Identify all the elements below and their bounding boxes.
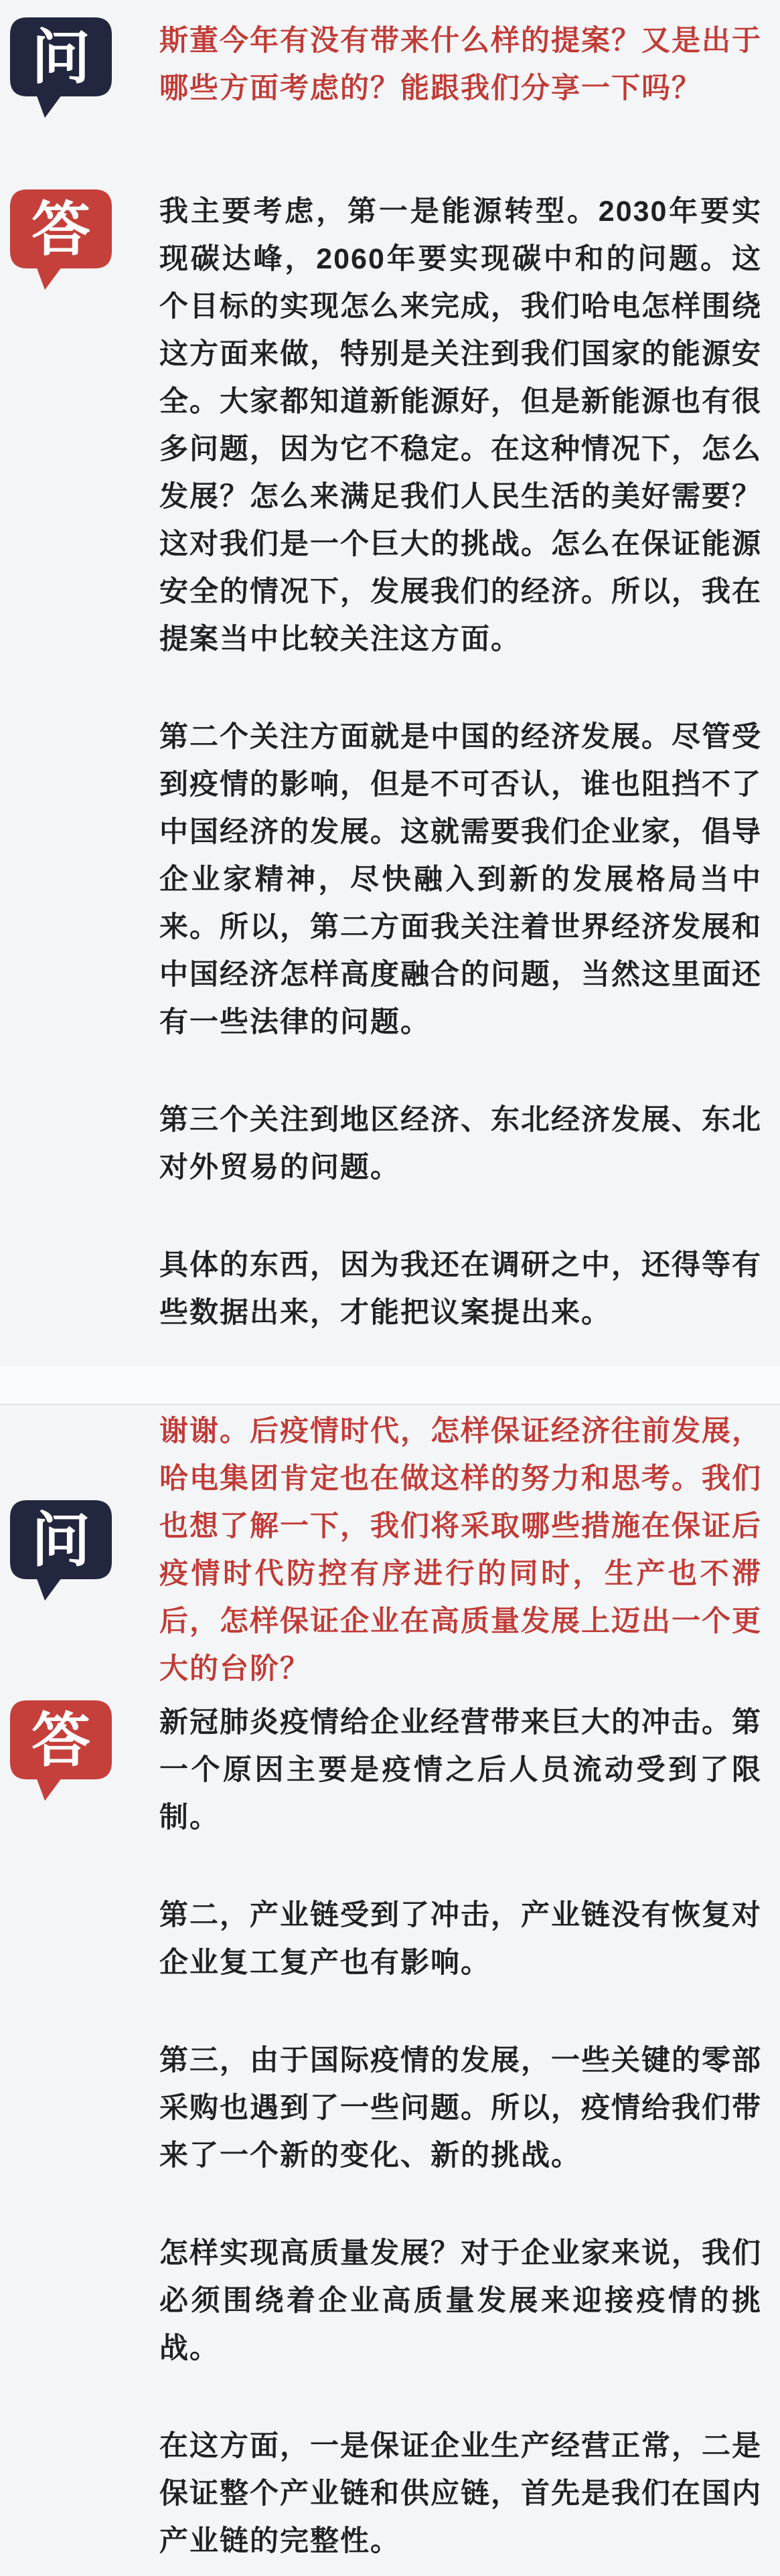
- question-glyph: 问: [31, 1507, 91, 1573]
- question-1-row: [0, 17, 780, 112]
- question-1-text: 斯董今年有没有带来什么样的提案？又是出于哪些方面考虑的？能跟我们分享一下吗？: [159, 25, 762, 104]
- answer-2-text: [0, 1699, 780, 2565]
- answer-2-row: [0, 1699, 780, 2565]
- answer-paragraph: 怎样实现高质量发展？对于企业家来说，我们必须围绕着企业高质量发展来迎接疫情的挑战。: [159, 2237, 762, 2364]
- answer-paragraph: 第三个关注到地区经济、东北经济发展、东北对外贸易的问题。: [159, 1104, 762, 1184]
- answer-paragraph: 我主要考虑，第一是能源转型。2030年要实现碳达峰，2060年要实现碳中和的问题。这个目标的实现怎么来完成，我们哈电怎样围绕这方面来做，特别是关注到我们国家的能源安全。大家都知道新能源好，但是新能源也有很多问题，因为它不稳定。在这种情况下，怎么发展？怎么来满足我们人民生活的美好需要？这对我们是一个巨大的挑战。怎么在保证能源安全的情况下，发展我们的经济。所以，我在提案当中比较关注这方面。: [159, 195, 762, 655]
- answer-glyph: 答: [31, 1707, 91, 1773]
- answer-paragraph: 第三，由于国际疫情的发展，一些关键的零部采购也遇到了一些问题。所以，疫情给我们带来了一个新的变化、新的挑战。: [159, 2044, 762, 2172]
- answer-1-row: [0, 188, 780, 1337]
- question-2-row: [0, 1408, 780, 1693]
- section-fade-band: [0, 1366, 780, 1404]
- question-bubble-icon: [10, 17, 112, 119]
- answer-bubble-icon: [10, 189, 112, 291]
- question-bubble-icon: [10, 1500, 112, 1602]
- answer-paragraph: 第二，产业链受到了冲击，产业链没有恢复对企业复工复产也有影响。: [159, 1899, 762, 1979]
- answer-paragraph: 在这方面，一是保证企业生产经营正常，二是保证整个产业链和供应链，首先是我们在国内产业链的完整性。: [159, 2430, 762, 2557]
- answer-1-text: [0, 188, 780, 1337]
- answer-paragraph: 新冠肺炎疫情给企业经营带来巨大的冲击。第一个原因主要是疫情之后人员流动受到了限制。: [159, 1706, 762, 1834]
- qa-block-2: [0, 1405, 780, 2576]
- question-glyph: 问: [31, 24, 91, 90]
- answer-bubble-icon: [10, 1700, 112, 1802]
- question-2-text: 谢谢。后疫情时代，怎样保证经济往前发展，哈电集团肯定也在做这样的努力和思考。我们也想了解一下，我们将采取哪些措施在保证后疫情时代防控有序进行的同时，生产也不滞后，怎样保证企业在高质量发展上迈出一个更大的台阶？: [159, 1415, 762, 1685]
- answer-glyph: 答: [31, 196, 91, 262]
- answer-paragraph: 第二个关注方面就是中国的经济发展。尽管受到疫情的影响，但是不可否认，谁也阻挡不了中国经济的发展。这就需要我们企业家，倡导企业家精神，尽快融入到新的发展格局当中来。所以，第二方面我关注着世界经济发展和中国经济怎样高度融合的问题，当然这里面还有一些法律的问题。: [159, 721, 762, 1038]
- answer-paragraph: 具体的东西，因为我还在调研之中，还得等有些数据出来，才能把议案提出来。: [159, 1249, 762, 1329]
